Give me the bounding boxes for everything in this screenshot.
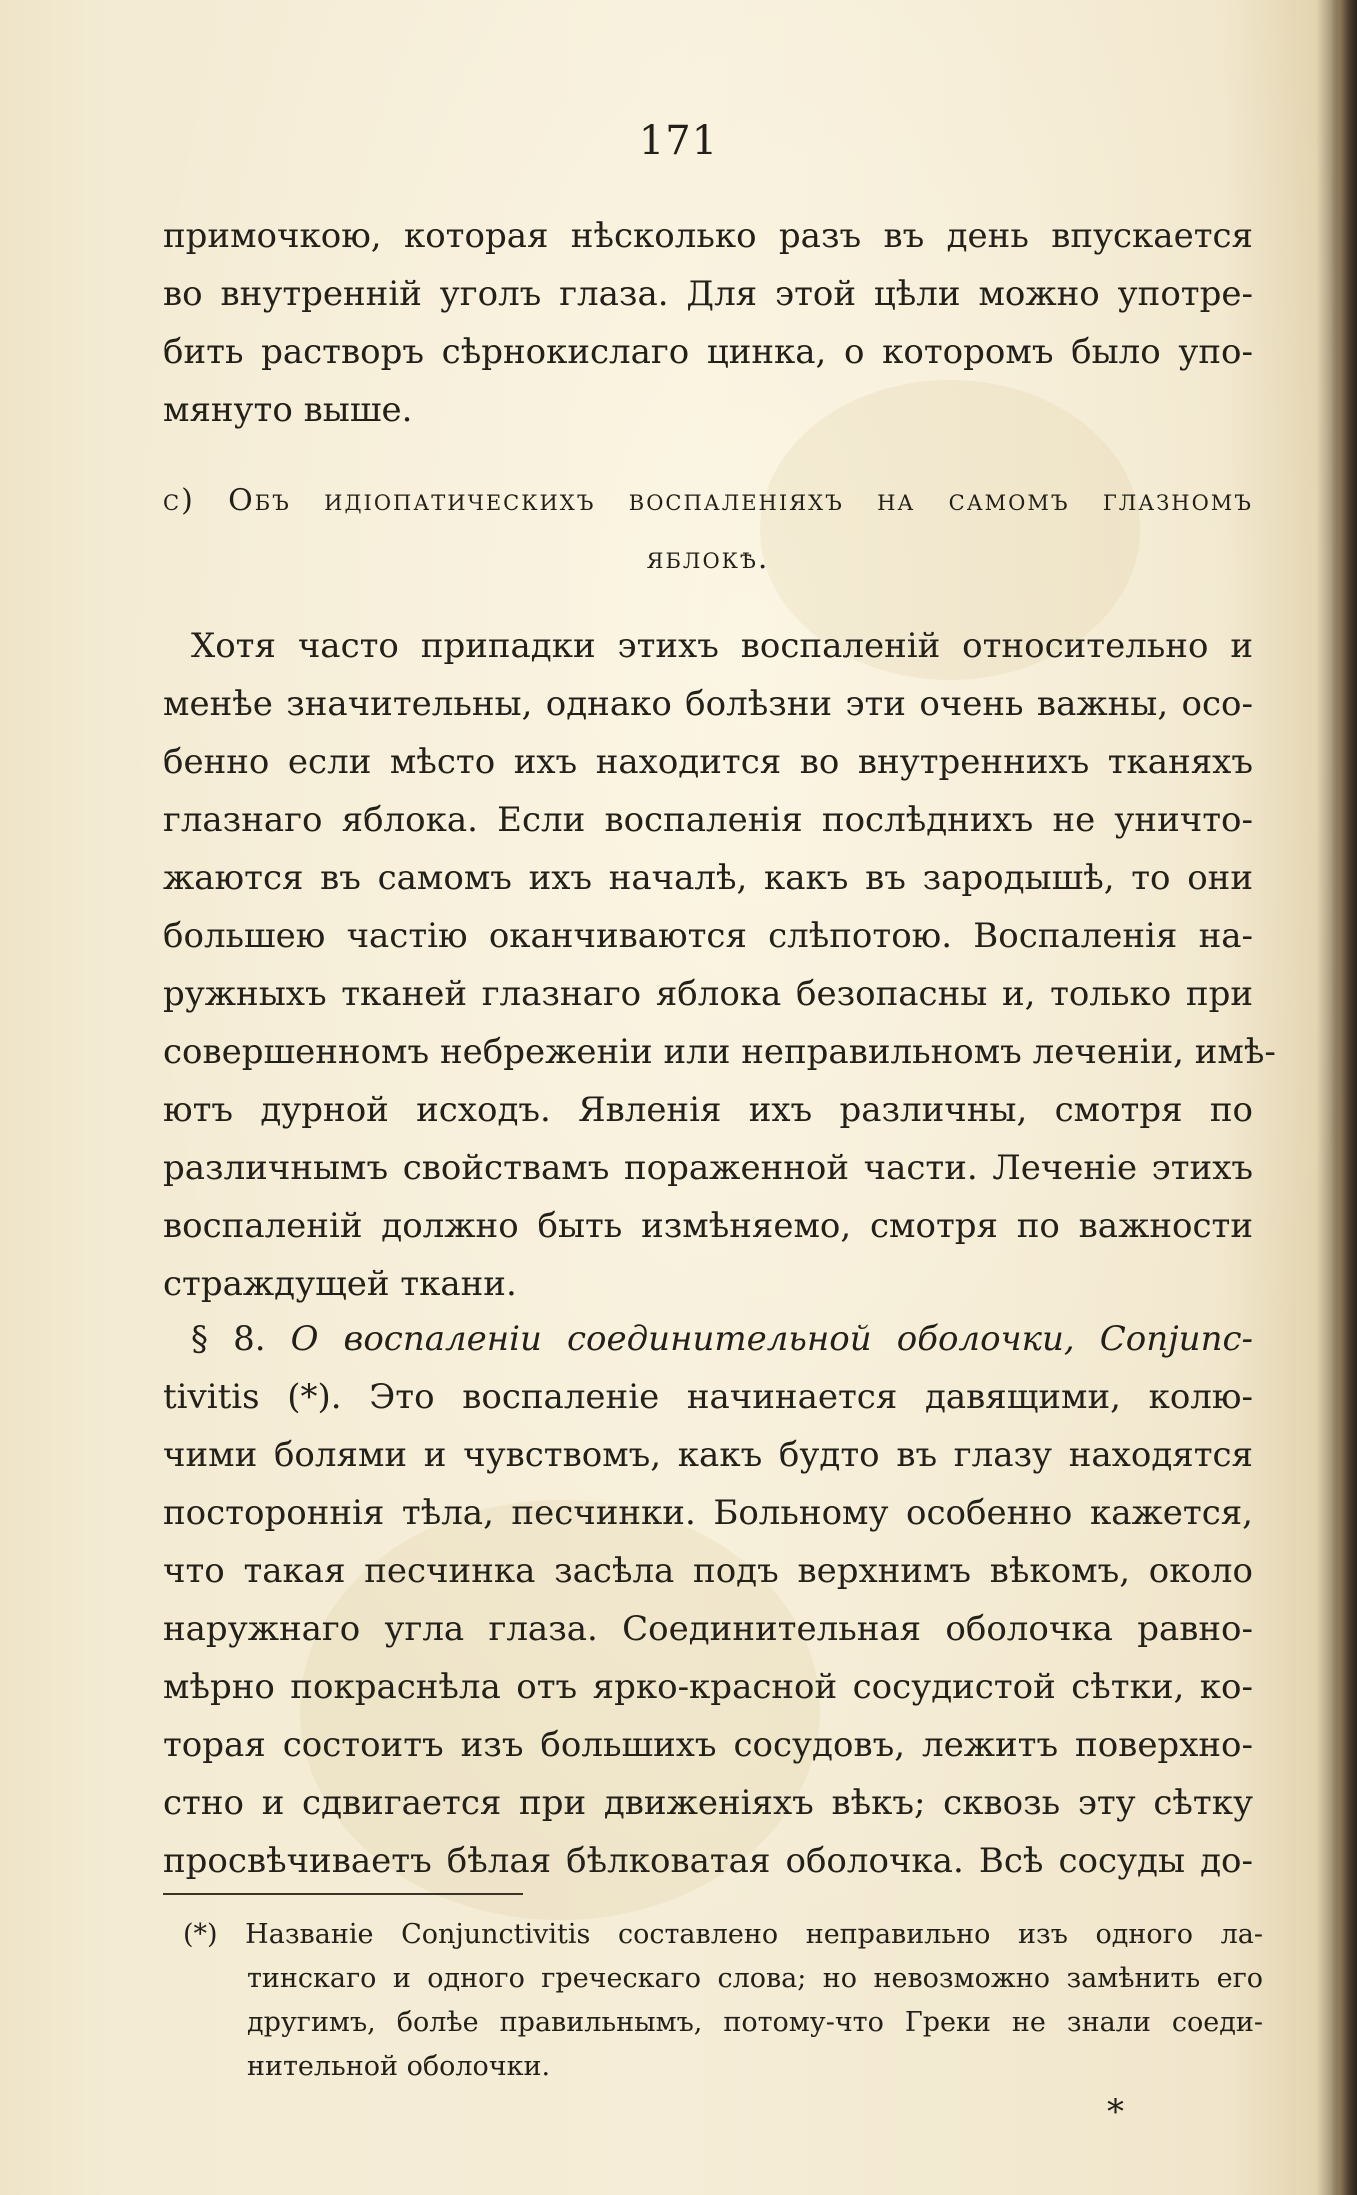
text-line: что такая песчинка засѣла подъ верхнимъ вѣкомъ, около — [163, 1551, 1253, 1591]
text-line: глазнаго яблока. Если воспаленія послѣднихъ не уничто- — [163, 800, 1253, 840]
text-line: наружнаго угла глаза. Соединительная оболочка равно- — [163, 1609, 1253, 1649]
text-line: стно и сдвигается при движеніяхъ вѣкъ; сквозь эту сѣтку — [163, 1783, 1253, 1823]
section-mark: § 8. — [191, 1319, 266, 1359]
section-heading — [163, 472, 1253, 588]
text-line: просвѣчиваетъ бѣлая бѣлковатая оболочка. Всѣ сосуды до- — [163, 1841, 1253, 1881]
section-title: О воспаленіи соединительной оболочки, Conjunc- — [290, 1319, 1254, 1359]
footnote-divider — [163, 1893, 523, 1895]
footnote-line: нительной оболочки. — [247, 2051, 551, 2082]
text-line: во внутренній уголъ глаза. Для этой цѣли можно употре- — [163, 274, 1253, 314]
footnote — [183, 1913, 1263, 2089]
text-line: различнымъ свойствамъ пораженной части. Леченіе этихъ — [163, 1148, 1253, 1188]
text-line: мѣрно покраснѣла отъ ярко-красной сосудистой сѣтки, ко- — [163, 1667, 1253, 1707]
text-line: мянуто выше. — [163, 390, 413, 430]
footnote-line: (*) Названіе Conjunctivitis составлено неправильно изъ одного ла- — [183, 1919, 1263, 1950]
text-line: совершенномъ небреженіи или неправильномъ леченіи, имѣ- — [163, 1032, 1276, 1072]
text-line: tivitis (*). Это воспаленіе начинается давящими, колю- — [163, 1377, 1253, 1417]
section-title-line — [163, 1310, 1253, 1368]
text-line: ютъ дурной исходъ. Явленія ихъ различны, смотря по — [163, 1090, 1253, 1130]
text-line: большею частію оканчиваются слѣпотою. Воспаленія на- — [163, 916, 1253, 956]
text-line: бить растворъ сѣрнокислаго цинка, о которомъ было упо- — [163, 332, 1253, 372]
text-line: Хотя часто припадки этихъ воспаленій относительно и — [191, 626, 1253, 666]
text-line: воспаленій должно быть измѣняемо, смотря по важности — [163, 1206, 1253, 1246]
text-line: постороннія тѣла, песчинки. Больному особенно кажется, — [163, 1493, 1253, 1533]
paragraph-1 — [163, 207, 1253, 439]
paragraph-2 — [163, 617, 1276, 1313]
text-line: ружныхъ тканей глазнаго яблока безопасны и, только при — [163, 974, 1253, 1014]
text-line: менѣе значительны, однако болѣзни эти очень важны, осо- — [163, 684, 1253, 724]
section-heading-line-2: яблокѣ. — [646, 541, 770, 576]
text-line: бенно если мѣсто ихъ находится во внутреннихъ тканяхъ — [163, 742, 1253, 782]
footnote-line: другимъ, болѣе правильнымъ, потому-что Греки не знали соеди- — [247, 2007, 1263, 2038]
text-line: страждущей ткани. — [163, 1264, 517, 1304]
text-line: примочкою, которая нѣсколько разъ въ день впускается — [163, 216, 1253, 256]
footnote-line: тинскаго и одного греческаго слова; но невозможно замѣнить его — [247, 1963, 1263, 1994]
section-heading-line-1: c) Объ идіопатическихъ воспаленіяхъ на самомъ глазномъ — [163, 483, 1253, 518]
signature-mark: * — [1107, 2092, 1124, 2132]
page-number: 171 — [638, 118, 719, 164]
text-line: торая состоитъ изъ большихъ сосудовъ, лежитъ поверхно- — [163, 1725, 1253, 1765]
text-line: чими болями и чувствомъ, какъ будто въ глазу находятся — [163, 1435, 1253, 1475]
text-line: жаются въ самомъ ихъ началѣ, какъ въ зародышѣ, то они — [163, 858, 1253, 898]
paragraph-3 — [163, 1310, 1253, 1890]
book-spine-shadow — [1331, 0, 1357, 2195]
